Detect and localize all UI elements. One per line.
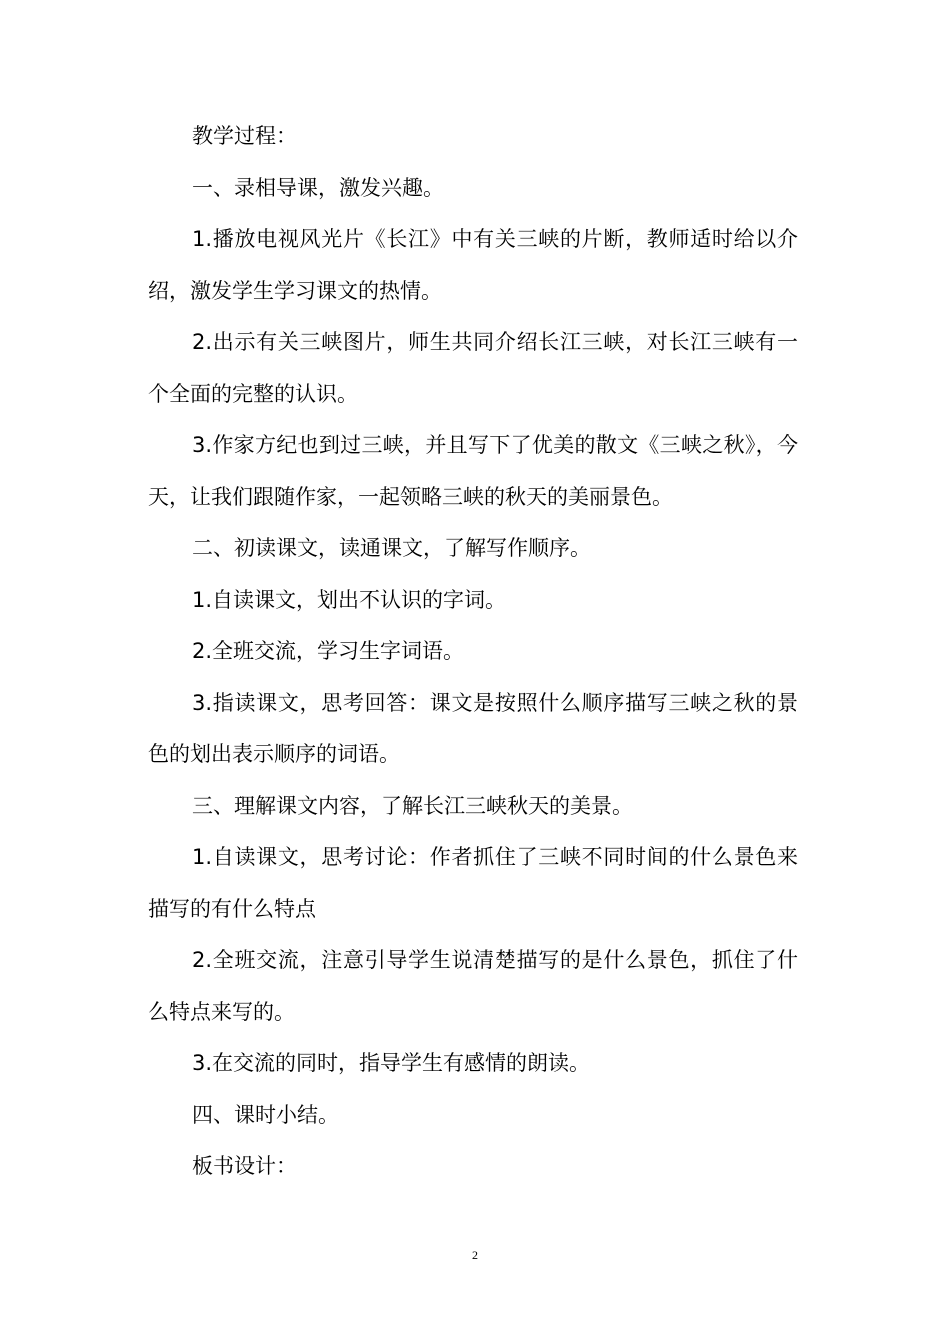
paragraph-section-three-item-3: 3.在交流的同时，指导学生有感情的朗读。: [192, 1051, 591, 1075]
paragraph-section-three-item-2: 2.全班交流，注意引导学生说清楚描写的是什么景色，抓住了什么特点来写的。: [148, 948, 798, 1024]
paragraph-section-one-heading: 一、录相导课，激发兴趣。: [192, 175, 444, 200]
paragraph-blackboard-design-heading: 板书设计：: [192, 1154, 297, 1178]
paragraph-teaching-process-heading: 教学过程：: [192, 124, 297, 148]
document-body: [148, 111, 798, 1193]
paragraph-section-two-heading: 二、初读课文，读通课文，了解写作顺序。: [192, 536, 591, 560]
paragraph-section-two-item-3: 3.指读课文，思考回答：课文是按照什么顺序描写三峡之秋的景色的划出表示顺序的词语。: [148, 690, 798, 766]
paragraph-section-four-heading: 四、课时小结。: [192, 1102, 339, 1127]
paragraph-section-three-item-1: 1.自读课文，思考讨论：作者抓住了三峡不同时间的什么景色来描写的有什么特点: [148, 845, 798, 921]
paragraph-section-three-heading: 三、理解课文内容，了解长江三峡秋天的美景。: [192, 793, 633, 818]
paragraph-section-one-item-3: 3.作家方纪也到过三峡，并且写下了优美的散文《三峡之秋》，今天，让我们跟随作家，一起领略三峡的秋天的美丽景色。: [148, 433, 798, 509]
paragraph-section-one-item-2: 2.出示有关三峡图片，师生共同介绍长江三峡，对长江三峡有一个全面的完整的认识。: [148, 330, 798, 406]
paragraph-section-two-item-1: 1.自读课文，划出不认识的字词。: [192, 587, 507, 612]
paragraph-section-two-item-2: 2.全班交流，学习生字词语。: [192, 639, 465, 663]
page-number: 2: [472, 1248, 478, 1262]
paragraph-section-one-item-1: 1.播放电视风光片《长江》中有关三峡的片断，教师适时给以介绍，激发学生学习课文的热情。: [148, 227, 798, 303]
